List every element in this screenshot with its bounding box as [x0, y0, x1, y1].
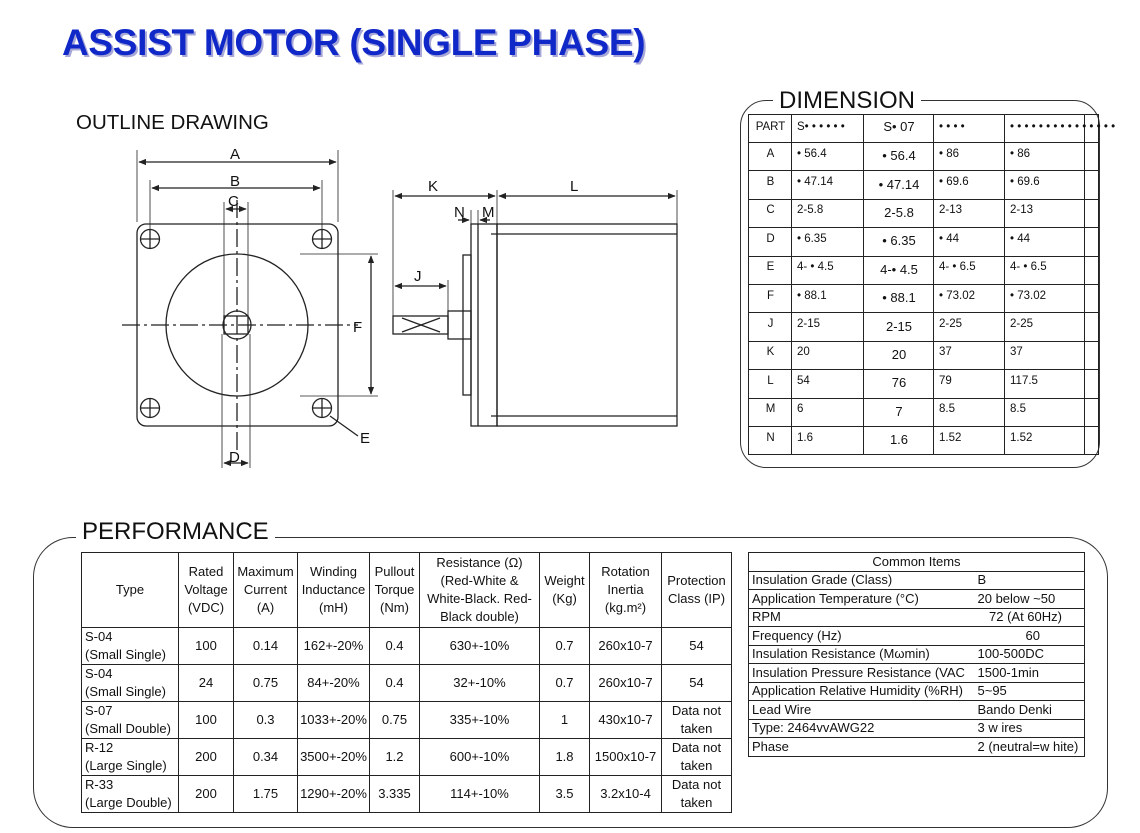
header-line: Inertia: [607, 582, 644, 597]
header-line: (Nm): [380, 600, 409, 615]
performance-inertia-cell: 260x10-7: [590, 628, 662, 665]
dimension-cell: F: [749, 284, 792, 312]
dim-label-n: N: [454, 204, 465, 221]
dimension-cell: 2-15: [864, 313, 934, 341]
common-item-row: [749, 608, 1085, 627]
common-item-label: Insulation Pressure Resistance (VAC: [749, 664, 975, 683]
common-item-value: 3 w ires: [975, 719, 1085, 738]
dimension-cell: 1.6: [864, 426, 934, 454]
performance-header-cell: [590, 553, 662, 628]
common-item-value: 2 (neutral=w hite): [975, 738, 1085, 757]
shaft-key: [224, 316, 248, 334]
side-view-body: [497, 224, 677, 426]
dimension-cell: [1085, 228, 1099, 256]
performance-title: PERFORMANCE: [76, 518, 275, 546]
dim-label-m: M: [482, 204, 495, 221]
dimension-cell: 8.5: [1005, 398, 1085, 426]
motor-type-cell: [82, 702, 179, 739]
performance-header-cell: [662, 553, 732, 628]
dimension-cell: • 86: [934, 143, 1005, 171]
performance-current-cell: 0.14: [234, 628, 298, 665]
performance-weight-cell: 3.5: [540, 776, 590, 813]
dimension-cell: • 6.35: [792, 228, 864, 256]
common-item-value: 100-500DC: [975, 645, 1085, 664]
performance-inertia-cell: 3.2x10-4: [590, 776, 662, 813]
header-line: Black double): [440, 609, 519, 624]
performance-inductance-cell: 84+-20%: [298, 665, 370, 702]
dimension-cell: J: [749, 313, 792, 341]
performance-inductance-cell: 162+-20%: [298, 628, 370, 665]
header-line: Rated: [188, 564, 224, 579]
header-line: (mH): [319, 600, 348, 615]
motor-type-line: (Small Single): [85, 684, 166, 699]
dimension-cell: 1.52: [1005, 426, 1085, 454]
dimension-cell: • 47.14: [864, 171, 934, 199]
mount-hole-tl: [141, 230, 160, 249]
dimension-cell: • 73.02: [934, 284, 1005, 312]
common-item-value: 60: [975, 627, 1085, 646]
dimension-header-cell: • • • • • • • • • • • • • • •: [1005, 115, 1085, 143]
performance-torque-cell: 0.4: [370, 628, 420, 665]
common-item-label: Type: 2464vvAWG22: [749, 719, 975, 738]
dimension-cell: [1085, 199, 1099, 227]
dimension-header-row: [749, 115, 1099, 143]
performance-protection-cell: [662, 776, 732, 813]
common-item-value: 1500-1min: [975, 664, 1085, 683]
dimension-row: [749, 284, 1099, 312]
common-items-table: [748, 552, 1085, 757]
common-item-row: [749, 645, 1085, 664]
dimension-cell: [1085, 398, 1099, 426]
dimension-cell: • 69.6: [934, 171, 1005, 199]
side-view-flange: [471, 224, 497, 426]
dimension-cell: [1085, 426, 1099, 454]
dimension-cell: • 88.1: [864, 284, 934, 312]
dimension-cell: B: [749, 171, 792, 199]
header-line: Voltage: [184, 582, 228, 597]
motor-type-line: (Large Double): [85, 795, 172, 810]
dimension-title: DIMENSION: [773, 87, 921, 115]
common-item-value: B: [975, 571, 1085, 590]
dimension-cell: C: [749, 199, 792, 227]
header-line: Protection: [667, 573, 726, 588]
dimension-cell: [1085, 143, 1099, 171]
header-line: Rotation: [601, 564, 650, 579]
dim-label-a: A: [230, 146, 241, 163]
motor-type-line: (Small Single): [85, 647, 166, 662]
performance-current-cell: 1.75: [234, 776, 298, 813]
dimension-cell: 20: [792, 341, 864, 369]
performance-inertia-cell: 1500x10-7: [590, 739, 662, 776]
dimension-cell: [1085, 256, 1099, 284]
dimension-cell: L: [749, 370, 792, 398]
header-line: Current: [243, 582, 288, 597]
common-item-row: [749, 738, 1085, 757]
header-line: (VDC): [187, 600, 225, 615]
performance-header-cell: [234, 553, 298, 628]
performance-weight-cell: 0.7: [540, 665, 590, 702]
common-item-row: [749, 571, 1085, 590]
performance-voltage-cell: 200: [179, 776, 234, 813]
performance-voltage-cell: 100: [179, 628, 234, 665]
performance-protection-cell: [662, 628, 732, 665]
protection-line: Data not: [671, 777, 722, 792]
performance-weight-cell: 1.8: [540, 739, 590, 776]
dimension-cell: 76: [864, 370, 934, 398]
mount-hole-br: [313, 399, 332, 418]
mount-hole-bl: [141, 399, 160, 418]
performance-inductance-cell: 3500+-20%: [298, 739, 370, 776]
dimension-row: [749, 199, 1099, 227]
side-view-shaft: [393, 316, 448, 334]
dimension-cell: • 44: [1005, 228, 1085, 256]
performance-current-cell: 0.75: [234, 665, 298, 702]
performance-voltage-cell: 24: [179, 665, 234, 702]
dimension-cell: [1085, 341, 1099, 369]
header-line: Winding: [310, 564, 357, 579]
performance-resistance-cell: 114+-10%: [420, 776, 540, 813]
dimension-row: [749, 398, 1099, 426]
dimension-cell: A: [749, 143, 792, 171]
dimension-cell: 2-15: [792, 313, 864, 341]
dimension-cell: [1085, 313, 1099, 341]
dimension-header-cell: • • • •: [934, 115, 1005, 143]
header-line: Class (IP): [667, 591, 726, 606]
performance-protection-cell: [662, 702, 732, 739]
header-line: (A): [256, 600, 275, 615]
motor-type-line: (Large Single): [85, 758, 167, 773]
common-item-row: [749, 590, 1085, 609]
page-title: ASSIST MOTOR (SINGLE PHASE): [62, 22, 646, 63]
performance-torque-cell: 1.2: [370, 739, 420, 776]
dim-label-j: J: [414, 268, 422, 285]
common-item-value: 72 (At 60Hz): [975, 608, 1085, 627]
motor-type-line: (Small Double): [85, 721, 171, 736]
motor-type-line: R-33: [85, 777, 114, 792]
dimension-row: [749, 341, 1099, 369]
dimension-cell: 2-5.8: [864, 199, 934, 227]
dimension-cell: 1.52: [934, 426, 1005, 454]
performance-header-cell: [370, 553, 420, 628]
performance-resistance-cell: 630+-10%: [420, 628, 540, 665]
header-line: (kg.m²): [604, 600, 647, 615]
protection-line: 54: [689, 638, 704, 653]
common-item-label: Application Temperature (°C): [749, 590, 975, 609]
motor-type-cell: [82, 776, 179, 813]
dimension-cell: 2-25: [1005, 313, 1085, 341]
header-line: Inductance: [301, 582, 366, 597]
common-item-row: [749, 682, 1085, 701]
dimension-header-cell: PART: [749, 115, 792, 143]
dim-label-d: D: [229, 449, 240, 466]
performance-header-cell: [540, 553, 590, 628]
dimension-cell: 4- • 4.5: [792, 256, 864, 284]
motor-type-cell: [82, 665, 179, 702]
performance-protection-cell: [662, 665, 732, 702]
dimension-cell: 79: [934, 370, 1005, 398]
dimension-cell: 4- • 6.5: [934, 256, 1005, 284]
performance-row: [82, 665, 732, 702]
common-item-label: Insulation Grade (Class): [749, 571, 975, 590]
motor-type-cell: [82, 628, 179, 665]
header-line: Type: [115, 582, 145, 597]
dimension-cell: [1085, 171, 1099, 199]
dimension-cell: K: [749, 341, 792, 369]
performance-torque-cell: 3.335: [370, 776, 420, 813]
header-line: Weight: [544, 573, 585, 588]
header-line: (Kg): [552, 591, 577, 606]
performance-resistance-cell: 600+-10%: [420, 739, 540, 776]
dimension-table: [748, 114, 1116, 455]
performance-table: [81, 552, 732, 813]
common-items-title: Common Items: [749, 553, 1085, 572]
header-line: Resistance (Ω): [436, 555, 523, 570]
protection-line: taken: [680, 758, 713, 773]
dimension-cell: 2-13: [1005, 199, 1085, 227]
dimension-cell: 4-• 4.5: [864, 256, 934, 284]
performance-header-cell: [420, 553, 540, 628]
performance-inertia-cell: 260x10-7: [590, 665, 662, 702]
dimension-cell: 117.5: [1005, 370, 1085, 398]
motor-type-line: S-04: [85, 629, 113, 644]
performance-weight-cell: 0.7: [540, 628, 590, 665]
performance-inductance-cell: 1290+-20%: [298, 776, 370, 813]
common-item-label: Phase: [749, 738, 975, 757]
side-view-boss: [463, 255, 471, 395]
dimension-row: [749, 370, 1099, 398]
common-item-label: Lead Wire: [749, 701, 975, 720]
common-item-value: 20 below ~50: [975, 590, 1085, 609]
dim-label-l: L: [570, 178, 579, 195]
motor-type-line: R-12: [85, 740, 114, 755]
performance-resistance-cell: 32+-10%: [420, 665, 540, 702]
protection-line: Data not: [671, 740, 722, 755]
dimension-cell: • 86: [1005, 143, 1085, 171]
dimension-cell: 8.5: [934, 398, 1005, 426]
performance-header-cell: [298, 553, 370, 628]
performance-torque-cell: 0.4: [370, 665, 420, 702]
side-view-shaft-step: [448, 311, 471, 339]
performance-voltage-cell: 100: [179, 702, 234, 739]
performance-row: [82, 776, 732, 813]
dim-label-c: C: [228, 193, 239, 210]
dimension-cell: 20: [864, 341, 934, 369]
dimension-cell: 2-25: [934, 313, 1005, 341]
dimension-cell: 7: [864, 398, 934, 426]
dimension-cell: • 69.6: [1005, 171, 1085, 199]
dimension-cell: N: [749, 426, 792, 454]
dim-label-f: F: [353, 319, 363, 336]
protection-line: taken: [680, 721, 713, 736]
dimension-row: [749, 171, 1099, 199]
dimension-cell: 6: [792, 398, 864, 426]
motor-type-line: S-04: [85, 666, 113, 681]
common-item-label: Frequency (Hz): [749, 627, 975, 646]
dimension-cell: • 6.35: [864, 228, 934, 256]
header-line: (Red-White &: [440, 573, 519, 588]
protection-line: Data not: [671, 703, 722, 718]
motor-type-cell: [82, 739, 179, 776]
dimension-cell: • 73.02: [1005, 284, 1085, 312]
protection-line: 54: [689, 675, 704, 690]
dimension-cell: • 56.4: [864, 143, 934, 171]
motor-type-line: S-07: [85, 703, 113, 718]
common-item-value: Bando Denki: [975, 701, 1085, 720]
common-item-label: Application Relative Humidity (%RH): [749, 682, 975, 701]
performance-torque-cell: 0.75: [370, 702, 420, 739]
common-item-row: [749, 627, 1085, 646]
front-view-flange: [137, 224, 338, 426]
performance-header-cell: [179, 553, 234, 628]
dimension-row: [749, 426, 1099, 454]
performance-inertia-cell: 430x10-7: [590, 702, 662, 739]
dim-label-e: E: [360, 430, 371, 447]
protection-line: taken: [680, 795, 713, 810]
performance-row: [82, 702, 732, 739]
dim-label-b: B: [230, 173, 241, 190]
performance-voltage-cell: 200: [179, 739, 234, 776]
dimension-row: [749, 143, 1099, 171]
common-item-row: [749, 664, 1085, 683]
common-item-label: RPM: [749, 608, 975, 627]
dimension-cell: M: [749, 398, 792, 426]
dimension-cell: 54: [792, 370, 864, 398]
dim-label-k: K: [428, 178, 439, 195]
performance-row: [82, 628, 732, 665]
header-line: Pullout: [374, 564, 415, 579]
dimension-cell: 2-13: [934, 199, 1005, 227]
dimension-cell: 37: [1005, 341, 1085, 369]
dimension-header-cell: S• 07: [864, 115, 934, 143]
dimension-cell: • 88.1: [792, 284, 864, 312]
common-item-value: 5~95: [975, 682, 1085, 701]
header-line: Torque: [374, 582, 415, 597]
performance-inductance-cell: 1033+-20%: [298, 702, 370, 739]
performance-resistance-cell: 335+-10%: [420, 702, 540, 739]
dimension-cell: [1085, 370, 1099, 398]
performance-current-cell: 0.34: [234, 739, 298, 776]
mount-hole-tr: [313, 230, 332, 249]
performance-header-cell: [82, 553, 179, 628]
dimension-cell: • 56.4: [792, 143, 864, 171]
common-item-row: [749, 719, 1085, 738]
front-view-boss: [166, 254, 308, 396]
dimension-row: [749, 228, 1099, 256]
dimension-cell: [1085, 284, 1099, 312]
dimension-cell: • 44: [934, 228, 1005, 256]
dimension-cell: 37: [934, 341, 1005, 369]
header-line: White-Black. Red-: [427, 591, 532, 606]
common-item-label: Insulation Resistance (Mωmin): [749, 645, 975, 664]
dimension-header-cell: S• • • • • •: [792, 115, 864, 143]
header-line: Maximum: [237, 564, 294, 579]
dimension-row: [749, 313, 1099, 341]
dimension-cell: D: [749, 228, 792, 256]
dimension-cell: E: [749, 256, 792, 284]
outline-drawing-title: OUTLINE DRAWING: [76, 111, 269, 134]
common-item-row: [749, 701, 1085, 720]
performance-weight-cell: 1: [540, 702, 590, 739]
performance-protection-cell: [662, 739, 732, 776]
dimension-cell: 2-5.8: [792, 199, 864, 227]
dimension-row: [749, 256, 1099, 284]
shaft-circle: [223, 311, 251, 339]
performance-row: [82, 739, 732, 776]
dimension-cell: • 47.14: [792, 171, 864, 199]
performance-current-cell: 0.3: [234, 702, 298, 739]
dimension-cell: 4- • 6.5: [1005, 256, 1085, 284]
dimension-cell: 1.6: [792, 426, 864, 454]
